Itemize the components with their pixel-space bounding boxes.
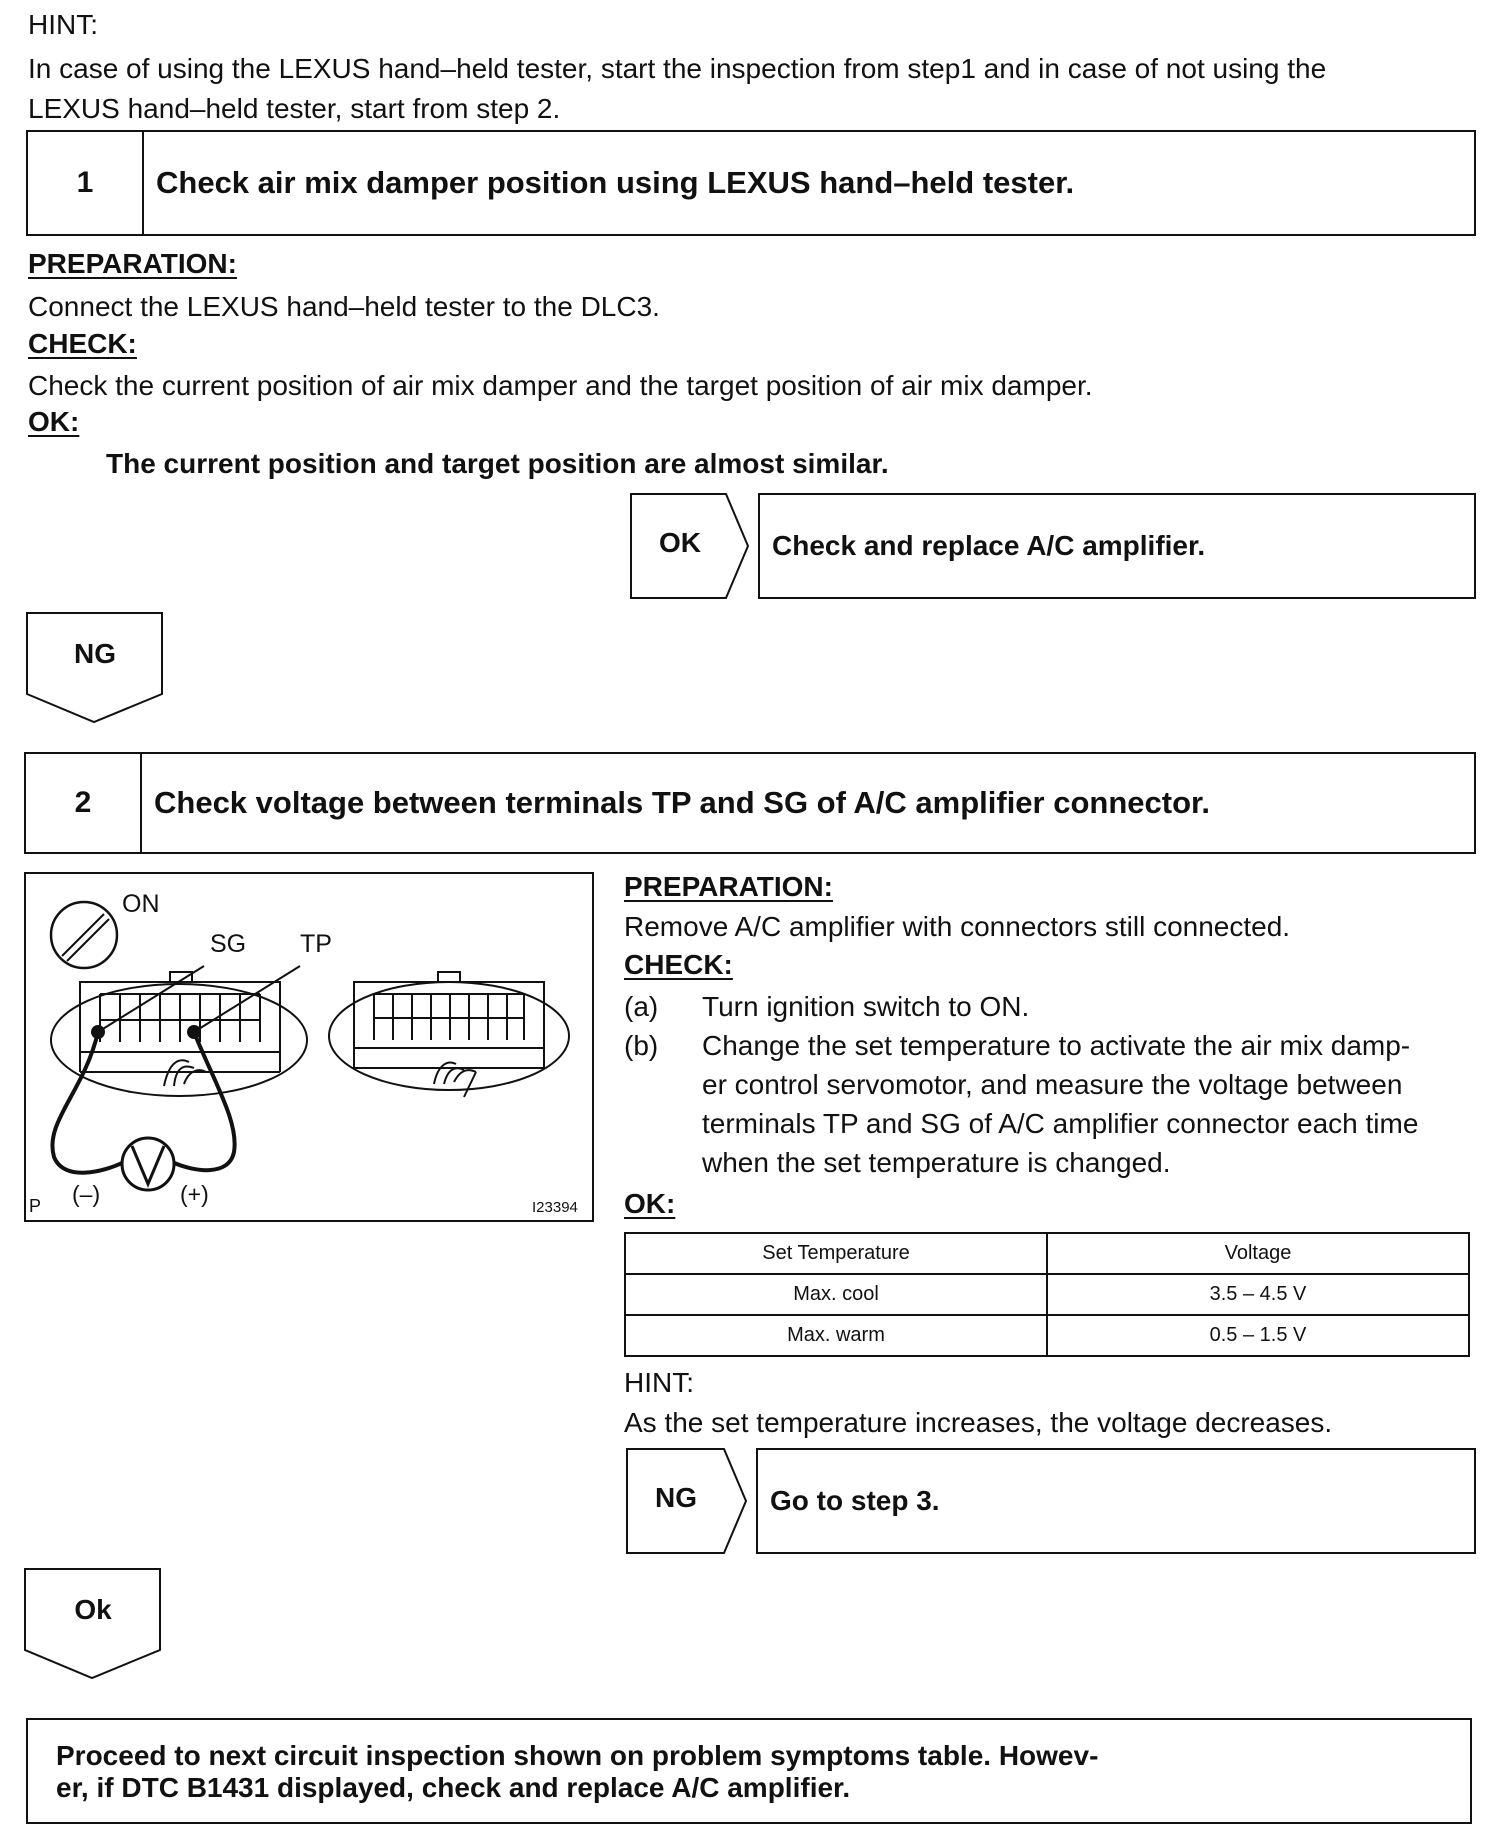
final-instruction-line1: Proceed to next circuit inspection shown on problem symptoms table. Howev- (56, 1740, 1099, 1771)
step1-preparation-text: Connect the LEXUS hand–held tester to the DLC3. (28, 291, 660, 322)
step2-ng-result: Go to step 3. (756, 1448, 1476, 1554)
hint-label: HINT: (28, 9, 98, 40)
hint-text-line2: LEXUS hand–held tester, start from step 2. (28, 93, 561, 124)
step2-ng-arrow (626, 1448, 748, 1554)
table-cell: Max. cool (625, 1274, 1047, 1315)
step2-ok-label: OK: (624, 1188, 676, 1219)
step2-hint-label: HINT: (624, 1367, 694, 1398)
connector-diagram (24, 872, 594, 1222)
step2-header (24, 752, 1476, 854)
check-item-a-text: Turn ignition switch to ON. (702, 991, 1030, 1022)
check-item-b-line2: er control servomotor, and measure the voltage between (702, 1069, 1403, 1100)
step2-check-label: CHECK: (624, 949, 733, 980)
final-instruction-box (26, 1718, 1472, 1824)
step1-ng-arrow-label: NG (74, 638, 116, 669)
sg-label: SG (210, 930, 247, 958)
step1-ok-arrow (630, 493, 750, 599)
table-header-row (625, 1233, 1469, 1274)
step1-ok-label: OK: (28, 406, 80, 437)
table-header-voltage: Voltage (1047, 1233, 1469, 1274)
pos-label: (+) (180, 1181, 209, 1207)
step2-preparation-text: Remove A/C amplifier with connectors still connected. (624, 911, 1291, 942)
step2-ok-arrow-label: Ok (74, 1594, 112, 1625)
check-item-b-line1: Change the set temperature to activate the air mix damp- (702, 1030, 1411, 1061)
final-instruction-line2: er, if DTC B1431 displayed, check and replace A/C amplifier. (56, 1772, 851, 1803)
step1-ok-text: The current position and target position are almost similar. (106, 448, 889, 479)
check-item-b-line3: terminals TP and SG of A/C amplifier connector each time (702, 1108, 1419, 1139)
voltmeter-icon (122, 1138, 174, 1190)
table-cell: Max. warm (625, 1315, 1047, 1356)
step2-hint-text: As the set temperature increases, the voltage decreases. (624, 1407, 1333, 1438)
step1-preparation-label: PREPARATION: (28, 248, 237, 279)
step1-header (26, 130, 1476, 236)
step1-ng-arrow (26, 612, 164, 724)
step1-ok-arrow-label: OK (659, 527, 701, 558)
step2-number: 2 (26, 754, 142, 852)
step1-check-text: Check the current position of air mix damper and the target position of air mix damper. (28, 370, 1093, 401)
step2-title: Check voltage between terminals TP and SG of A/C amplifier connector. (154, 785, 1210, 820)
step1-check-label: CHECK: (28, 328, 137, 359)
table-cell: 3.5 – 4.5 V (1047, 1274, 1469, 1315)
neg-label: (–) (72, 1181, 101, 1207)
table-header-set-temperature: Set Temperature (625, 1233, 1047, 1274)
table-row (625, 1315, 1469, 1356)
step2-ok-arrow (24, 1568, 162, 1680)
table-cell: 0.5 – 1.5 V (1047, 1315, 1469, 1356)
check-item-b-marker: (b) (624, 1030, 659, 1061)
step2-preparation-label: PREPARATION: (624, 871, 833, 902)
figure-id: I23394 (532, 1199, 578, 1216)
step1-title: Check air mix damper position using LEXUS hand–held tester. (156, 165, 1075, 200)
step1-number: 1 (28, 132, 144, 234)
step1-ok-result: Check and replace A/C amplifier. (758, 493, 1476, 599)
step2-ng-arrow-label: NG (655, 1482, 697, 1513)
check-item-a-marker: (a) (624, 991, 659, 1022)
check-item-b-line4: when the set temperature is changed. (702, 1147, 1171, 1178)
tp-label: TP (300, 930, 332, 958)
hint-text-line1: In case of using the LEXUS hand–held tester, start the inspection from step1 and in case of not using the (28, 53, 1327, 84)
table-row (625, 1274, 1469, 1315)
corner-label: P (29, 1196, 42, 1216)
voltage-spec-table (624, 1232, 1470, 1357)
on-label: ON (122, 890, 160, 918)
